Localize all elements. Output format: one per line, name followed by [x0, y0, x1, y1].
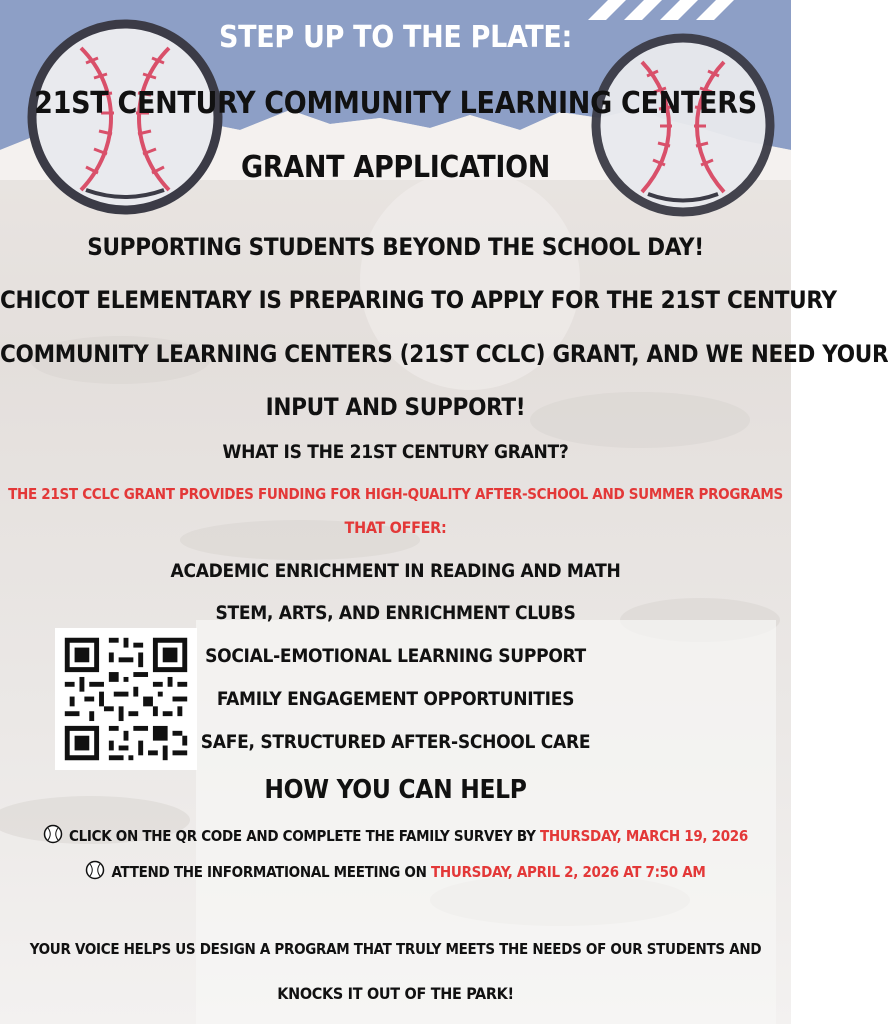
help-item — [0, 824, 791, 845]
offering-item: STEM, ARTS, AND ENRICHMENT CLUBS — [215, 602, 576, 624]
grant-description: THE 21ST CCLC GRANT PROVIDES FUNDING FOR HIGH-QUALITY AFTER-SCHOOL AND SUMMER PROGRAMS — [8, 485, 783, 503]
help-item — [0, 860, 791, 881]
baseball-icon — [590, 32, 776, 218]
closing-line: KNOCKS IT OUT OF THE PARK! — [277, 984, 514, 1003]
tagline: STEP UP TO THE PLATE: — [219, 20, 572, 55]
help-item-text: CLICK ON THE QR CODE AND COMPLETE THE FAMILY SURVEY BY — [69, 827, 536, 845]
help-item-text: ATTEND THE INFORMATIONAL MEETING ON — [111, 863, 427, 881]
baseball-icon — [43, 824, 63, 844]
intro-headline: SUPPORTING STUDENTS BEYOND THE SCHOOL DAY! — [87, 233, 704, 261]
offering-item: FAMILY ENGAGEMENT OPPORTUNITIES — [216, 688, 575, 710]
offering-item: ACADEMIC ENRICHMENT IN READING AND MATH — [170, 560, 621, 582]
survey-deadline: THURSDAY, MARCH 19, 2026 — [539, 827, 748, 845]
closing-line: YOUR VOICE HELPS US DESIGN A PROGRAM THAT TRULY MEETS THE NEEDS OF OUR STUDENTS AND — [29, 940, 762, 958]
page-title: 21ST CENTURY COMMUNITY LEARNING CENTERS — [34, 86, 757, 121]
offering-item: SAFE, STRUCTURED AFTER-SCHOOL CARE — [200, 731, 591, 753]
grant-description: THAT OFFER: — [344, 518, 447, 537]
page-subtitle: GRANT APPLICATION — [240, 150, 551, 185]
intro-line: INPUT AND SUPPORT! — [265, 393, 526, 421]
corner-stripes — [568, 0, 791, 20]
qr-code-icon[interactable] — [55, 628, 197, 770]
intro-line: CHICOT ELEMENTARY IS PREPARING TO APPLY FOR THE 21ST CENTURY — [0, 286, 837, 314]
section-heading-what-is: WHAT IS THE 21ST CENTURY GRANT? — [222, 441, 569, 463]
section-heading-help: HOW YOU CAN HELP — [264, 775, 527, 805]
offering-item: SOCIAL-EMOTIONAL LEARNING SUPPORT — [205, 645, 586, 667]
meeting-date: THURSDAY, APRIL 2, 2026 AT 7:50 AM — [431, 863, 706, 881]
baseball-icon — [85, 860, 105, 880]
intro-line: COMMUNITY LEARNING CENTERS (21ST CCLC) GRANT, AND WE NEED YOUR — [0, 340, 888, 368]
